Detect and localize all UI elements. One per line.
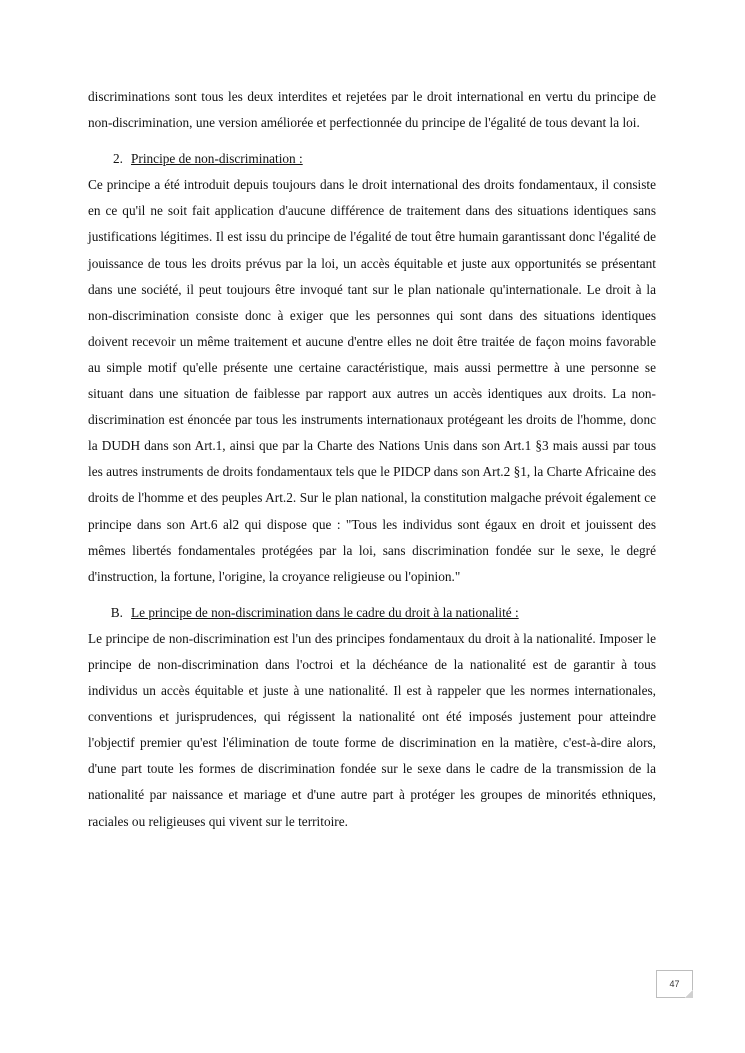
page-number: 47 (669, 979, 680, 989)
section-b-title: Le principe de non-discrimination dans le cadre du droit à la nationalité : (131, 604, 519, 620)
section-2-number: 2. (113, 151, 123, 167)
page-number-box (656, 970, 693, 998)
section-2-body: Ce principe a été introduit depuis toujours dans le droit international des droits fondamentaux, il consiste en ce qu'il ne soit fait application d'aucune différence de traitement dans des situations identiques sans justifications légitimes. Il est issu du principe de l'égalité de tout être humain garantissant donc l'égalité de jouissance de tous les droits prévus par la loi, un accès équitable et juste aux opportunités se présentant dans une société, il peut toujours être invoqué tant sur le plan nationale qu'internationale. Le droit à la non-discrimination consiste donc à exiger que les personnes qui sont dans des situations identiques doivent recevoir un même traitement et aucune d'entre elles ne doit être traitée de façon moins favorable au simple motif qu'elle présente une certaine caractéristique, mais aussi permettre à une personne se situant dans une situation de faiblesse par rapport aux autres un accès identiques aux droits. La non-discrimination est énoncée par tous les instruments internationaux protégeant les droits de l'homme, donc la DUDH dans son Art.1, ainsi que par la Charte des Nations Unis dans son Art.1 §3 mais aussi par tous les autres instruments de droits fondamentaux tels que le PIDCP dans son Art.2 §1, la Charte Africaine des droits de l'homme et des peuples Art.2. Sur le plan national, la constitution malgache prévoit également ce principe dans son Art.6 al2 qui dispose que : "Tous les individus sont égaux en droit et jouissent des mêmes libertés fondamentales protégées par la loi, sans discrimination fondée sur le sexe, le degré d'instruction, la fortune, l'origine, la croyance religieuse ou l'opinion." (88, 177, 656, 584)
section-b-body: Le principe de non-discrimination est l'un des principes fondamentaux du droit à la nationalité. Imposer le principe de non-discrimination dans l'octroi et la déchéance de la nationalité est de garantir à tous individus un accès équitable et juste à une nationalité. Il est à rappeler que les normes internationales, conventions et jurisprudences, qui régissent la nationalité ont été imposés justement pour atteindre l'objectif premier qu'est l'élimination de toute forme de discrimination en la matière, c'est-à-dire alors, d'une part toute les formes de discrimination fondée sur le sexe dans le cadre de la transmission de la nationalité par naissance et mariage et d'une autre part à protéger les groupes de minorités ethniques, raciales ou religieuses qui vivent sur le territoire. (88, 630, 656, 829)
section-2-title: Principe de non-discrimination : (131, 151, 303, 167)
document-page (88, 84, 656, 835)
folded-corner-icon (685, 990, 693, 998)
section-b-heading (88, 600, 656, 626)
section-2-heading (88, 146, 656, 172)
section-b-number: B. (110, 604, 123, 620)
intro-paragraph: discriminations sont tous les deux interdites et rejetées par le droit international en vertu du principe de non-discrimination, une version améliorée et perfectionnée du principe de l'égalité de tous devant la loi. (88, 89, 656, 131)
